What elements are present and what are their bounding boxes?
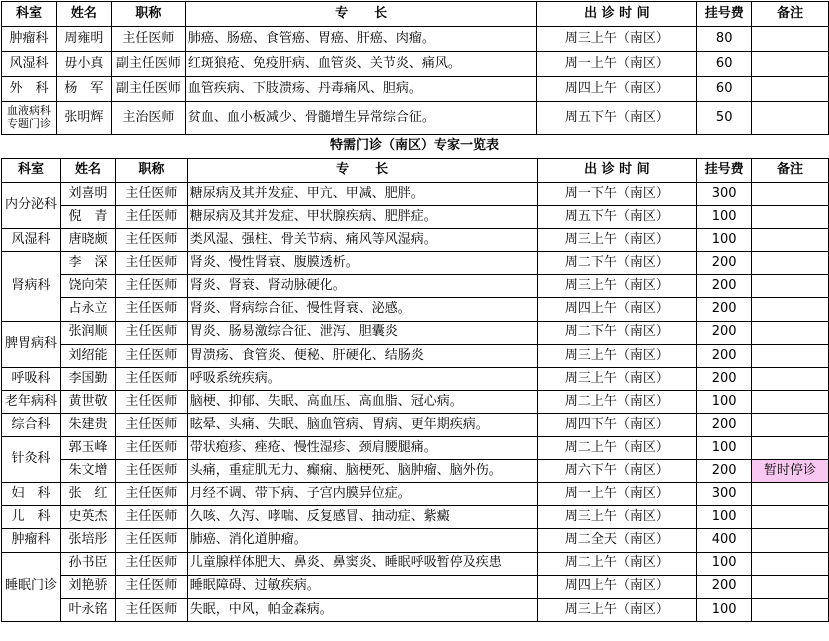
- fee-cell: 100: [697, 437, 752, 460]
- table-row: [2, 252, 829, 275]
- fee-cell: 200: [697, 252, 752, 275]
- specialty-cell: 失眠，中风，帕金森病。: [187, 598, 537, 621]
- fee-cell: 200: [697, 367, 752, 390]
- table-row: [2, 102, 829, 135]
- clinic-time-cell: 周五下午（南区）: [537, 102, 697, 135]
- doctor-title-cell: 主任医师: [115, 252, 187, 275]
- specialty-cell: 儿童腺样体肥大、鼻炎、鼻窦炎、睡眠呼吸暂停及疾患: [187, 552, 537, 575]
- table-row: [2, 206, 829, 229]
- table-row: [2, 506, 829, 529]
- clinic-time-cell: 周一下午（南区）: [537, 183, 697, 206]
- specialty-cell: 月经不调、带下病、子宫内膜异位症。: [187, 483, 537, 506]
- specialty-cell: 头痛，重症肌无力、癫痫、脑梗死、脑肿瘤、脑外伤。: [187, 460, 537, 483]
- note-cell: [752, 483, 829, 506]
- note-cell: [752, 206, 829, 229]
- fee-cell: 200: [697, 344, 752, 367]
- clinic-time-cell: 周二下午（南区）: [537, 321, 697, 344]
- table-row: [2, 367, 829, 390]
- specialty-cell: 久咳、久泻、哮喘、反复感冒、抽动症、紫癜: [187, 506, 537, 529]
- table-header-row: [2, 2, 829, 27]
- table-row: [2, 575, 829, 598]
- clinic-time-cell: 周四下午（南区）: [537, 413, 697, 436]
- header-dept: 科室: [2, 159, 61, 183]
- note-cell: [752, 344, 829, 367]
- doctor-name-cell: 刘喜明: [60, 183, 115, 206]
- doctor-name-cell: 倪 青: [60, 206, 115, 229]
- doctor-title-cell: 主任医师: [115, 413, 187, 436]
- doctor-name-cell: 杨 军: [56, 77, 111, 102]
- table-header-row: [2, 159, 829, 183]
- doctor-name-cell: 饶向荣: [60, 275, 115, 298]
- fee-cell: 400: [697, 529, 752, 552]
- dept-cell: 妇 科: [2, 483, 61, 506]
- table-row: [2, 321, 829, 344]
- clinic-time-cell: 周二上午（南区）: [537, 390, 697, 413]
- specialty-cell: 肾炎、慢性肾衰、腹膜透析。: [187, 252, 537, 275]
- doctor-title-cell: 主任医师: [115, 552, 187, 575]
- doctor-title-cell: 主任医师: [115, 298, 187, 321]
- dept-cell: 脾胃病科: [2, 321, 61, 367]
- doctor-name-cell: 张明辉: [56, 102, 111, 135]
- doctor-title-cell: 主任医师: [115, 506, 187, 529]
- dept-cell: 呼吸科: [2, 367, 61, 390]
- specialty-cell: 糖尿病及其并发症、甲状腺疾病、肥胖症。: [187, 206, 537, 229]
- dept-cell: 针灸科: [2, 437, 61, 483]
- fee-cell: 200: [697, 298, 752, 321]
- doctor-name-cell: 孙书臣: [60, 552, 115, 575]
- specialty-cell: 肾炎、肾衰、肾动脉硬化。: [187, 275, 537, 298]
- table-row: [2, 275, 829, 298]
- note-cell: [752, 390, 829, 413]
- clinic-time-cell: 周三上午（南区）: [537, 598, 697, 621]
- specialty-cell: 血管疾病、下肢溃疡、丹毒痛风、胆病。: [185, 77, 537, 102]
- fee-cell: 300: [697, 483, 752, 506]
- specialty-cell: 红斑狼疮、免疫肝病、血管炎、关节炎、痛风。: [185, 52, 537, 77]
- table-row: [2, 413, 829, 436]
- fee-cell: 60: [697, 77, 752, 102]
- specialty-cell: 带状疱疹、痤疮、慢性湿疹、颈肩腰腿痛。: [187, 437, 537, 460]
- doctor-title-cell: 主任医师: [115, 344, 187, 367]
- header-title: 职称: [115, 159, 187, 183]
- table-row: [2, 52, 829, 77]
- clinic-time-cell: 周二上午（南区）: [537, 437, 697, 460]
- header-note: 备注: [752, 159, 829, 183]
- header-time: 出 诊 时 间: [537, 159, 697, 183]
- clinic-time-cell: 周六下午（南区）: [537, 460, 697, 483]
- doctor-title-cell: 副主任医师: [111, 77, 185, 102]
- specialty-cell: 眩晕、头痛、失眠、脑血管病、胃病、更年期疾病。: [187, 413, 537, 436]
- specialty-cell: 呼吸系统疾病。: [187, 367, 537, 390]
- header-title: 职称: [111, 2, 185, 27]
- dept-cell: 内分泌科: [2, 183, 61, 229]
- fee-cell: 200: [697, 275, 752, 298]
- note-cell: [752, 77, 829, 102]
- fee-cell: 300: [697, 183, 752, 206]
- header-specialty: 专 长: [185, 2, 537, 27]
- doctor-title-cell: 主任医师: [115, 460, 187, 483]
- clinic-time-cell: 周三上午（南区）: [537, 229, 697, 252]
- expert-table-top: [1, 1, 829, 135]
- clinic-time-cell: 周二下午（南区）: [537, 252, 697, 275]
- doctor-title-cell: 主任医师: [115, 437, 187, 460]
- doctor-name-cell: 李 深: [60, 252, 115, 275]
- clinic-time-cell: 周三上午（南区）: [537, 506, 697, 529]
- doctor-name-cell: 史英杰: [60, 506, 115, 529]
- dept-cell: 老年病科: [2, 390, 61, 413]
- note-cell: [752, 367, 829, 390]
- note-cell: [752, 229, 829, 252]
- note-cell: [752, 52, 829, 77]
- specialty-cell: 肺癌、肠癌、食管癌、胃癌、肝癌、肉瘤。: [185, 27, 537, 52]
- doctor-name-cell: 周雍明: [56, 27, 111, 52]
- table-row: [2, 183, 829, 206]
- doctor-title-cell: 主任医师: [115, 183, 187, 206]
- dept-cell: 肾病科: [2, 252, 61, 321]
- note-cell: [752, 575, 829, 598]
- doctor-title-cell: 主任医师: [115, 575, 187, 598]
- doctor-name-cell: 张 红: [60, 483, 115, 506]
- specialty-cell: 糖尿病及其并发症、甲亢、甲减、肥胖。: [187, 183, 537, 206]
- doctor-title-cell: 主任医师: [115, 275, 187, 298]
- table-row: [2, 298, 829, 321]
- table-row: [2, 437, 829, 460]
- header-fee: 挂号费: [697, 2, 752, 27]
- table-row: [2, 390, 829, 413]
- doctor-name-cell: 张润顺: [60, 321, 115, 344]
- clinic-time-cell: 周一上午（南区）: [537, 52, 697, 77]
- clinic-time-cell: 周三上午（南区）: [537, 275, 697, 298]
- doctor-title-cell: 副主任医师: [111, 52, 185, 77]
- note-cell: [752, 102, 829, 135]
- fee-cell: 100: [697, 598, 752, 621]
- doctor-name-cell: 朱建贵: [60, 413, 115, 436]
- doctor-name-cell: 唐晓颇: [60, 229, 115, 252]
- table-row: [2, 483, 829, 506]
- table-row: [2, 77, 829, 102]
- clinic-time-cell: 周四上午（南区）: [537, 298, 697, 321]
- doctor-name-cell: 张培彤: [60, 529, 115, 552]
- fee-cell: 100: [697, 506, 752, 529]
- dept-cell: 睡眠门诊: [2, 552, 61, 621]
- doctor-title-cell: 主任医师: [111, 27, 185, 52]
- specialty-cell: 类风湿、强柱、骨关节病、痛风等风湿病。: [187, 229, 537, 252]
- dept-cell: 风湿科: [2, 52, 57, 77]
- doctor-name-cell: 占永立: [60, 298, 115, 321]
- table-row: [2, 529, 829, 552]
- doctor-name-cell: 刘绍能: [60, 344, 115, 367]
- fee-cell: 100: [697, 229, 752, 252]
- table-row: [2, 229, 829, 252]
- specialty-cell: 睡眠障碍、过敏疾病。: [187, 575, 537, 598]
- clinic-time-cell: 周二上午（南区）: [537, 552, 697, 575]
- clinic-time-cell: 周五下午（南区）: [537, 206, 697, 229]
- specialty-cell: 肾炎、肾病综合征、慢性肾衰、泌感。: [187, 298, 537, 321]
- fee-cell: 200: [697, 321, 752, 344]
- dept-cell: 综合科: [2, 413, 61, 436]
- suspended-note-cell: 暂时停诊: [752, 460, 829, 483]
- dept-cell: 肿瘤科: [2, 529, 61, 552]
- doctor-title-cell: 主任医师: [115, 390, 187, 413]
- note-cell: [752, 529, 829, 552]
- fee-cell: 100: [697, 206, 752, 229]
- doctor-name-cell: 叶永铭: [60, 598, 115, 621]
- header-fee: 挂号费: [697, 159, 752, 183]
- table-row: [2, 552, 829, 575]
- doctor-title-cell: 主任医师: [115, 229, 187, 252]
- note-cell: [752, 183, 829, 206]
- doctor-name-cell: 李国勤: [60, 367, 115, 390]
- header-note: 备注: [752, 2, 829, 27]
- doctor-name-cell: 郭玉峰: [60, 437, 115, 460]
- note-cell: [752, 506, 829, 529]
- clinic-time-cell: 周四上午（南区）: [537, 77, 697, 102]
- note-cell: [752, 413, 829, 436]
- fee-cell: 200: [697, 460, 752, 483]
- table-caption: 特需门诊（南区）专家一览表: [329, 138, 499, 153]
- note-cell: [752, 252, 829, 275]
- doctor-title-cell: 主任医师: [115, 206, 187, 229]
- clinic-time-cell: 周三上午（南区）: [537, 344, 697, 367]
- specialty-cell: 脑梗、抑郁、失眠、高血压、高血脂、冠心病。: [187, 390, 537, 413]
- table-row: [2, 344, 829, 367]
- header-specialty: 专 长: [187, 159, 537, 183]
- dept-cell: 风湿科: [2, 229, 61, 252]
- doctor-title-cell: 主任医师: [115, 367, 187, 390]
- clinic-time-cell: 周一上午（南区）: [537, 483, 697, 506]
- fee-cell: 80: [697, 27, 752, 52]
- clinic-time-cell: 周四上午（南区）: [537, 575, 697, 598]
- dept-cell: 外 科: [2, 77, 57, 102]
- specialty-cell: 贫血、血小板减少、骨髓增生异常综合征。: [185, 102, 537, 135]
- specialty-cell: 胃溃疡、食管炎、便秘、肝硬化、结肠炎: [187, 344, 537, 367]
- doctor-title-cell: 主任医师: [115, 483, 187, 506]
- clinic-time-cell: 周二全天（南区）: [537, 529, 697, 552]
- doctor-name-cell: 刘艳骄: [60, 575, 115, 598]
- doctor-name-cell: 黄世敬: [60, 390, 115, 413]
- note-cell: [752, 298, 829, 321]
- doctor-name-cell: 毋小真: [56, 52, 111, 77]
- expert-table-special: [1, 158, 829, 622]
- fee-cell: 200: [697, 413, 752, 436]
- clinic-time-cell: 周三上午（南区）: [537, 367, 697, 390]
- doctor-title-cell: 主治医师: [111, 102, 185, 135]
- fee-cell: 50: [697, 102, 752, 135]
- note-cell: [752, 437, 829, 460]
- doctor-name-cell: 朱文增: [60, 460, 115, 483]
- dept-cell: 血液病科专题门诊: [2, 102, 57, 135]
- fee-cell: 200: [697, 575, 752, 598]
- doctor-title-cell: 主任医师: [115, 598, 187, 621]
- clinic-time-cell: 周三上午（南区）: [537, 27, 697, 52]
- header-name: 姓名: [60, 159, 115, 183]
- fee-cell: 100: [697, 552, 752, 575]
- note-cell: [752, 27, 829, 52]
- fee-cell: 60: [697, 52, 752, 77]
- dept-cell: 肿瘤科: [2, 27, 57, 52]
- note-cell: [752, 275, 829, 298]
- note-cell: [752, 321, 829, 344]
- note-cell: [752, 598, 829, 621]
- doctor-title-cell: 主任医师: [115, 529, 187, 552]
- header-dept: 科室: [2, 2, 57, 27]
- doctor-title-cell: 主任医师: [115, 321, 187, 344]
- specialty-cell: 肺癌、消化道肿瘤。: [187, 529, 537, 552]
- table-row: [2, 27, 829, 52]
- table-row: [2, 598, 829, 621]
- specialty-cell: 胃炎、肠易激综合征、泄泻、胆囊炎: [187, 321, 537, 344]
- fee-cell: 100: [697, 390, 752, 413]
- note-cell: [752, 552, 829, 575]
- header-name: 姓名: [56, 2, 111, 27]
- header-time: 出 诊 时 间: [537, 2, 697, 27]
- dept-cell: 儿 科: [2, 506, 61, 529]
- table-row: [2, 460, 829, 483]
